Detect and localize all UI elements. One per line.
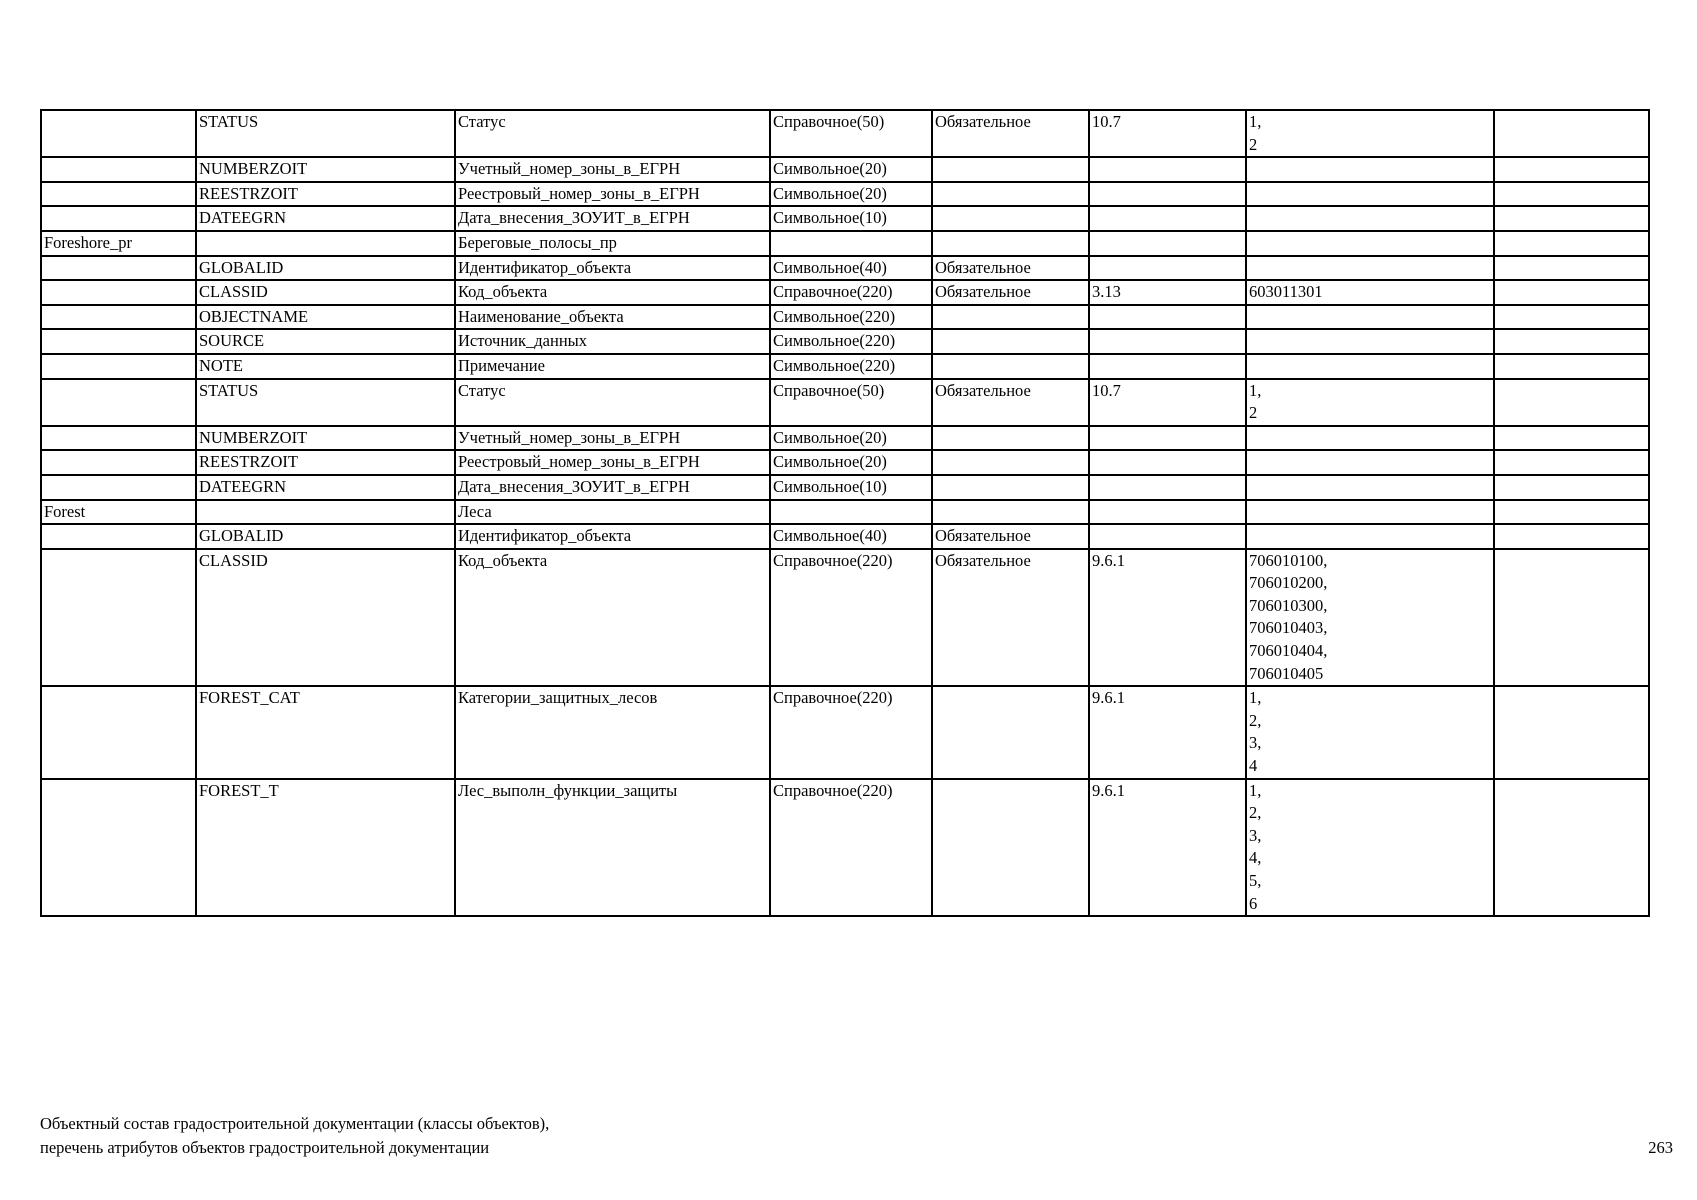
table-cell-field-description: Реестровый_номер_зоны_в_ЕГРН (455, 182, 770, 207)
table-cell-notes (1494, 329, 1649, 354)
table-cell-field-type: Символьное(20) (770, 182, 932, 207)
table-cell-field-type: Символьное(10) (770, 206, 932, 231)
table-cell-field-description: Учетный_номер_зоны_в_ЕГРН (455, 157, 770, 182)
table-cell-class-name (41, 475, 196, 500)
table-cell-requirement: Обязательное (932, 379, 1089, 426)
table-cell-allowed-values (1246, 475, 1494, 500)
table-cell-requirement (932, 500, 1089, 525)
table-cell-field-type (770, 231, 932, 256)
table-cell-field-name: DATEEGRN (196, 206, 455, 231)
table-cell-field-name: STATUS (196, 379, 455, 426)
table-cell-field-description: Дата_внесения_ЗОУИТ_в_ЕГРН (455, 475, 770, 500)
table-cell-allowed-values: 603011301 (1246, 280, 1494, 305)
table-cell-requirement (932, 157, 1089, 182)
table-cell-field-type: Справочное(50) (770, 110, 932, 157)
table-cell-class-name (41, 256, 196, 281)
table-cell-notes (1494, 354, 1649, 379)
table-cell-class-name (41, 280, 196, 305)
table-cell-class-name (41, 354, 196, 379)
table-cell-notes (1494, 280, 1649, 305)
table-cell-field-type: Символьное(40) (770, 524, 932, 549)
table-cell-field-type (770, 500, 932, 525)
table-cell-notes (1494, 231, 1649, 256)
table-cell-requirement: Обязательное (932, 256, 1089, 281)
table-cell-class-name (41, 182, 196, 207)
table-cell-reference-section: 9.6.1 (1089, 779, 1246, 917)
table-cell-allowed-values (1246, 157, 1494, 182)
table-row (41, 231, 1649, 256)
table-cell-allowed-values (1246, 256, 1494, 281)
table-cell-requirement (932, 475, 1089, 500)
table-cell-allowed-values (1246, 524, 1494, 549)
table-cell-requirement (932, 450, 1089, 475)
table-cell-field-description: Наименование_объекта (455, 305, 770, 330)
table-cell-field-name: CLASSID (196, 280, 455, 305)
table-cell-notes (1494, 256, 1649, 281)
table-cell-allowed-values (1246, 426, 1494, 451)
document-footer (40, 1112, 549, 1160)
table-cell-field-type: Справочное(220) (770, 280, 932, 305)
table-cell-class-name: Forest (41, 500, 196, 525)
table-cell-reference-section (1089, 256, 1246, 281)
attributes-table (40, 109, 1650, 917)
table-cell-notes (1494, 549, 1649, 687)
table-cell-requirement (932, 206, 1089, 231)
table-cell-notes (1494, 426, 1649, 451)
table-cell-field-description: Категории_защитных_лесов (455, 686, 770, 778)
table-cell-field-type: Символьное(220) (770, 305, 932, 330)
table-cell-field-name: REESTRZOIT (196, 450, 455, 475)
table-row (41, 450, 1649, 475)
table-cell-reference-section (1089, 157, 1246, 182)
table-cell-class-name (41, 779, 196, 917)
page-number: 263 (1648, 1138, 1673, 1157)
table-cell-reference-section (1089, 231, 1246, 256)
table-cell-notes (1494, 500, 1649, 525)
table-cell-class-name (41, 157, 196, 182)
footer-line-1: Объектный состав градостроительной документации (классы объектов), (40, 1114, 550, 1133)
table-cell-field-name: NOTE (196, 354, 455, 379)
table-cell-reference-section (1089, 426, 1246, 451)
table-cell-field-name: NUMBERZOIT (196, 157, 455, 182)
table-row (41, 256, 1649, 281)
table-cell-field-name: DATEEGRN (196, 475, 455, 500)
table-cell-notes (1494, 110, 1649, 157)
table-cell-reference-section: 10.7 (1089, 379, 1246, 426)
table-cell-allowed-values: 1, 2 (1246, 110, 1494, 157)
table-cell-reference-section (1089, 475, 1246, 500)
table-cell-allowed-values (1246, 500, 1494, 525)
table-cell-allowed-values (1246, 182, 1494, 207)
table-cell-field-type: Справочное(220) (770, 549, 932, 687)
table-cell-requirement: Обязательное (932, 280, 1089, 305)
table-cell-field-name: OBJECTNAME (196, 305, 455, 330)
table-cell-field-description: Идентификатор_объекта (455, 524, 770, 549)
table-cell-requirement (932, 305, 1089, 330)
table-cell-allowed-values (1246, 305, 1494, 330)
table-cell-notes (1494, 305, 1649, 330)
table-cell-requirement: Обязательное (932, 549, 1089, 687)
table-cell-notes (1494, 157, 1649, 182)
table-row (41, 206, 1649, 231)
table-row (41, 524, 1649, 549)
table-row (41, 500, 1649, 525)
table-cell-field-name: GLOBALID (196, 524, 455, 549)
table-row (41, 379, 1649, 426)
table-cell-reference-section: 9.6.1 (1089, 686, 1246, 778)
table-row (41, 426, 1649, 451)
table-cell-allowed-values (1246, 231, 1494, 256)
table-cell-notes (1494, 379, 1649, 426)
table-cell-class-name (41, 379, 196, 426)
table-cell-notes (1494, 450, 1649, 475)
table-cell-class-name (41, 686, 196, 778)
table-row (41, 686, 1649, 778)
table-cell-field-name: CLASSID (196, 549, 455, 687)
table-cell-reference-section (1089, 305, 1246, 330)
table-cell-reference-section (1089, 354, 1246, 379)
table-cell-field-type: Символьное(220) (770, 329, 932, 354)
table-cell-requirement (932, 182, 1089, 207)
table-cell-requirement: Обязательное (932, 110, 1089, 157)
table-cell-class-name (41, 426, 196, 451)
table-cell-class-name (41, 549, 196, 687)
table-cell-field-name (196, 500, 455, 525)
table-cell-field-description: Статус (455, 110, 770, 157)
table-row (41, 475, 1649, 500)
table-cell-class-name (41, 450, 196, 475)
table-row (41, 280, 1649, 305)
table-cell-class-name (41, 305, 196, 330)
table-cell-field-type: Справочное(220) (770, 779, 932, 917)
table-cell-reference-section (1089, 524, 1246, 549)
table-cell-field-name: STATUS (196, 110, 455, 157)
table-cell-class-name (41, 329, 196, 354)
table-cell-field-description: Реестровый_номер_зоны_в_ЕГРН (455, 450, 770, 475)
table-cell-field-type: Символьное(220) (770, 354, 932, 379)
table-cell-allowed-values (1246, 354, 1494, 379)
table-cell-reference-section (1089, 182, 1246, 207)
table-row (41, 305, 1649, 330)
table-cell-notes (1494, 475, 1649, 500)
table-row (41, 110, 1649, 157)
table-cell-allowed-values (1246, 450, 1494, 475)
table-cell-notes (1494, 206, 1649, 231)
table-cell-requirement (932, 354, 1089, 379)
table-cell-allowed-values (1246, 206, 1494, 231)
table-cell-reference-section (1089, 206, 1246, 231)
table-cell-requirement (932, 426, 1089, 451)
table-cell-class-name (41, 110, 196, 157)
table-cell-field-type: Символьное(20) (770, 157, 932, 182)
table-cell-class-name (41, 206, 196, 231)
table-cell-field-description: Примечание (455, 354, 770, 379)
table-cell-field-type: Символьное(10) (770, 475, 932, 500)
table-cell-allowed-values: 1, 2, 3, 4 (1246, 686, 1494, 778)
table-cell-field-type: Символьное(40) (770, 256, 932, 281)
table-cell-field-description: Идентификатор_объекта (455, 256, 770, 281)
table-cell-field-description: Код_объекта (455, 549, 770, 687)
table-row (41, 157, 1649, 182)
table-cell-class-name: Foreshore_pr (41, 231, 196, 256)
table-cell-field-description: Статус (455, 379, 770, 426)
table-cell-allowed-values: 1, 2, 3, 4, 5, 6 (1246, 779, 1494, 917)
table-cell-field-description: Леса (455, 500, 770, 525)
table-cell-field-description: Код_объекта (455, 280, 770, 305)
table-cell-field-description: Лес_выполн_функции_защиты (455, 779, 770, 917)
table-cell-allowed-values: 1, 2 (1246, 379, 1494, 426)
table-cell-notes (1494, 686, 1649, 778)
table-cell-notes (1494, 182, 1649, 207)
table-cell-reference-section: 3.13 (1089, 280, 1246, 305)
table-cell-requirement (932, 329, 1089, 354)
table-cell-requirement (932, 686, 1089, 778)
table-cell-field-name: NUMBERZOIT (196, 426, 455, 451)
table-cell-reference-section: 10.7 (1089, 110, 1246, 157)
table-cell-field-description: Береговые_полосы_пр (455, 231, 770, 256)
table-cell-requirement (932, 231, 1089, 256)
table-cell-field-name: SOURCE (196, 329, 455, 354)
table-cell-field-name: FOREST_CAT (196, 686, 455, 778)
table-row (41, 354, 1649, 379)
table-row (41, 549, 1649, 687)
table-row (41, 779, 1649, 917)
table-cell-class-name (41, 524, 196, 549)
table-cell-reference-section (1089, 450, 1246, 475)
table-cell-field-type: Справочное(50) (770, 379, 932, 426)
table-cell-reference-section: 9.6.1 (1089, 549, 1246, 687)
table-cell-field-description: Учетный_номер_зоны_в_ЕГРН (455, 426, 770, 451)
table-cell-requirement (932, 779, 1089, 917)
table-cell-notes (1494, 779, 1649, 917)
table-cell-field-name (196, 231, 455, 256)
table-cell-field-description: Источник_данных (455, 329, 770, 354)
table-cell-reference-section (1089, 500, 1246, 525)
table-cell-field-name: GLOBALID (196, 256, 455, 281)
table-row (41, 182, 1649, 207)
table-cell-requirement: Обязательное (932, 524, 1089, 549)
table-cell-field-name: REESTRZOIT (196, 182, 455, 207)
table-cell-field-type: Символьное(20) (770, 426, 932, 451)
table-cell-allowed-values: 706010100, 706010200, 706010300, 706010403, 706010404, 706010405 (1246, 549, 1494, 687)
table-cell-reference-section (1089, 329, 1246, 354)
footer-line-2: перечень атрибутов объектов градостроительной документации (40, 1138, 490, 1157)
table-row (41, 329, 1649, 354)
table-cell-field-type: Символьное(20) (770, 450, 932, 475)
table-cell-field-type: Справочное(220) (770, 686, 932, 778)
table-cell-allowed-values (1246, 329, 1494, 354)
table-cell-notes (1494, 524, 1649, 549)
table-cell-field-name: FOREST_T (196, 779, 455, 917)
table-cell-field-description: Дата_внесения_ЗОУИТ_в_ЕГРН (455, 206, 770, 231)
